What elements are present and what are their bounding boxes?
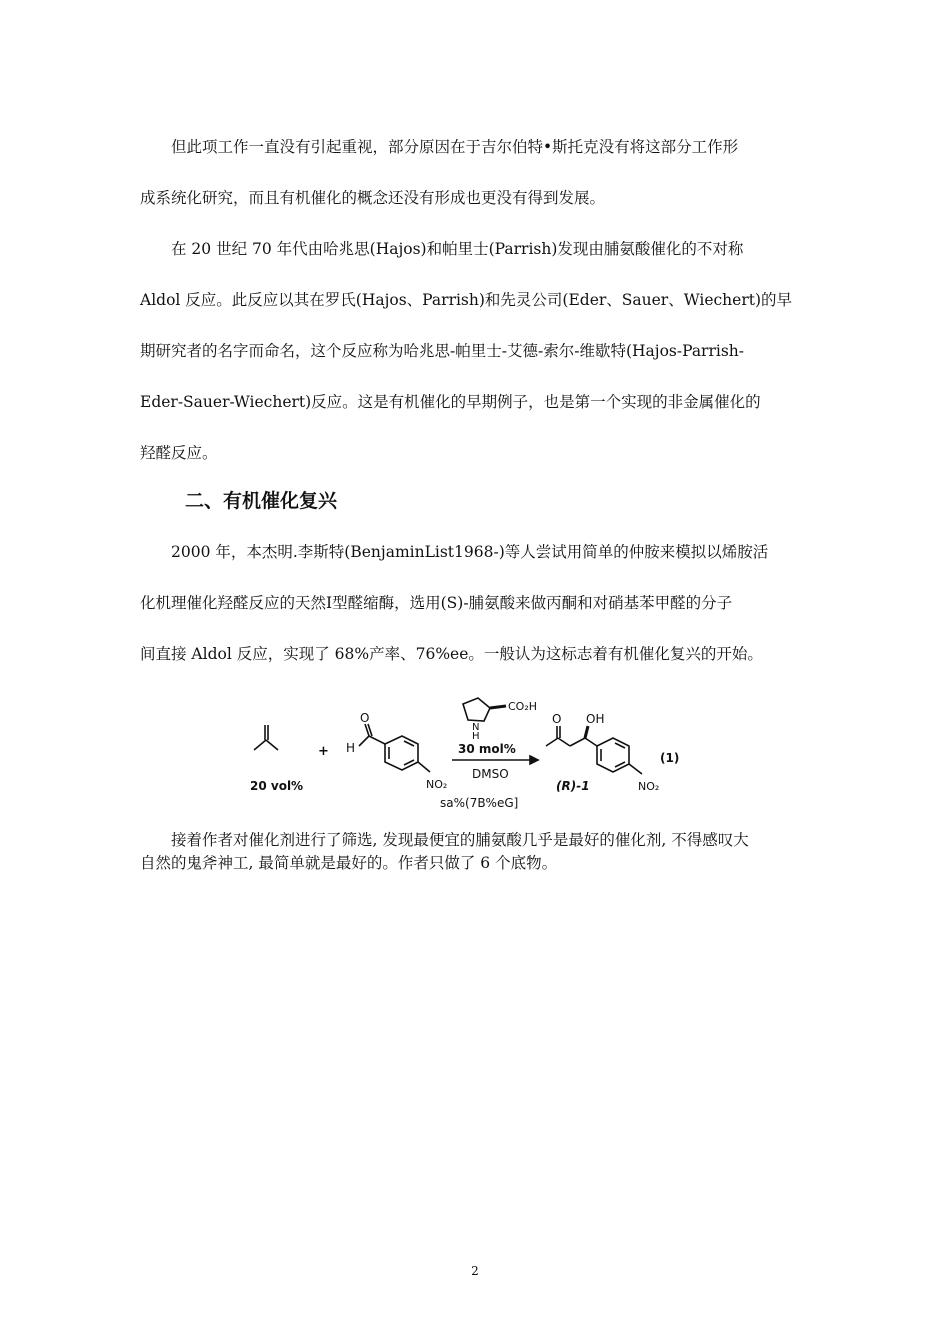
proline-structure <box>463 698 506 721</box>
proline-carboxyl-label: CO₂H <box>508 700 538 713</box>
text-line: 2000 年，本杰明.李斯特(BenjaminList1968-)等人尝试用简单的仲胺来模拟以烯胺活 <box>140 543 769 561</box>
text-line: 但此项工作一直没有引起重视，部分原因在于吉尔伯特•斯托克没有将这部分工作形 <box>140 138 739 156</box>
yield-label: sa%(7B%eG] <box>440 796 519 810</box>
text-line: 羟醛反应。 <box>140 444 218 462</box>
text-line: Aldol 反应。此反应以其在罗氏(Hajos、Parrish)和先灵公司(Eder、Sauer、Wiechert)的早 <box>140 291 793 309</box>
product-ketone-o-label: O <box>552 712 562 726</box>
text-line: 期研究者的名字而命名，这个反应称为哈兆思-帕里士-艾德-索尔-维歇特(Hajos-Parrish- <box>140 342 745 360</box>
acetone-volume-label: 20 vol% <box>250 779 304 793</box>
reaction-scheme <box>240 690 710 820</box>
equation-number: (1) <box>660 751 680 765</box>
paragraph-1 <box>140 122 812 224</box>
product-name-label: (R)-1 <box>556 779 590 793</box>
page-number: 2 <box>471 1264 479 1278</box>
text-line: 成系统化研究，而且有机催化的概念还没有形成也更没有得到发展。 <box>140 189 606 207</box>
text-line: 自然的鬼斧神工, 最简单就是最好的。作者只做了 6 个底物。 <box>140 854 558 872</box>
nitrobenzaldehyde-structure <box>359 724 430 772</box>
aldehyde-h-label: H <box>346 741 356 755</box>
paragraph-3 <box>140 527 812 680</box>
text-line: 化机理催化羟醛反应的天然Ⅰ型醛缩酶，选用(S)-脯氨酸来做丙酮和对硝基苯甲醛的分子 <box>140 594 733 612</box>
section-heading: 二、有机催化复兴 <box>185 490 338 512</box>
text-line: 接着作者对催化剂进行了筛选, 发现最便宜的脯氨酸几乎是最好的催化剂, 不得感叹大 <box>140 831 749 849</box>
acetone-structure <box>254 725 278 750</box>
solvent-label: DMSO <box>472 767 509 781</box>
text-line: Eder-Sauer-Wiechert)反应。这是有机催化的早期例子，也是第一个实现的非金属催化的 <box>140 393 761 411</box>
plus-sign: + <box>318 744 329 759</box>
paragraph-2 <box>140 224 812 479</box>
product-hydroxyl-label: OH <box>586 712 605 726</box>
product-nitro-label: NO₂ <box>638 780 660 793</box>
aldehyde-o-label: O <box>360 711 370 725</box>
catalyst-loading-label: 30 mol% <box>458 742 516 756</box>
text-line: 在 20 世纪 70 年代由哈兆思(Hajos)和帕里士(Parrish)发现由脯氨酸催化的不对称 <box>140 240 744 258</box>
aldol-product-structure <box>546 726 642 774</box>
proline-n-label: N <box>472 722 480 733</box>
text-line: 间直接 Aldol 反应，实现了 68%产率、76%ee。一般认为这标志着有机催化复兴的开始。 <box>140 645 763 663</box>
proline-h-label: H <box>472 731 480 742</box>
paragraph-4 <box>140 829 812 875</box>
aldehyde-nitro-label: NO₂ <box>426 778 448 791</box>
reaction-arrow <box>452 756 538 764</box>
